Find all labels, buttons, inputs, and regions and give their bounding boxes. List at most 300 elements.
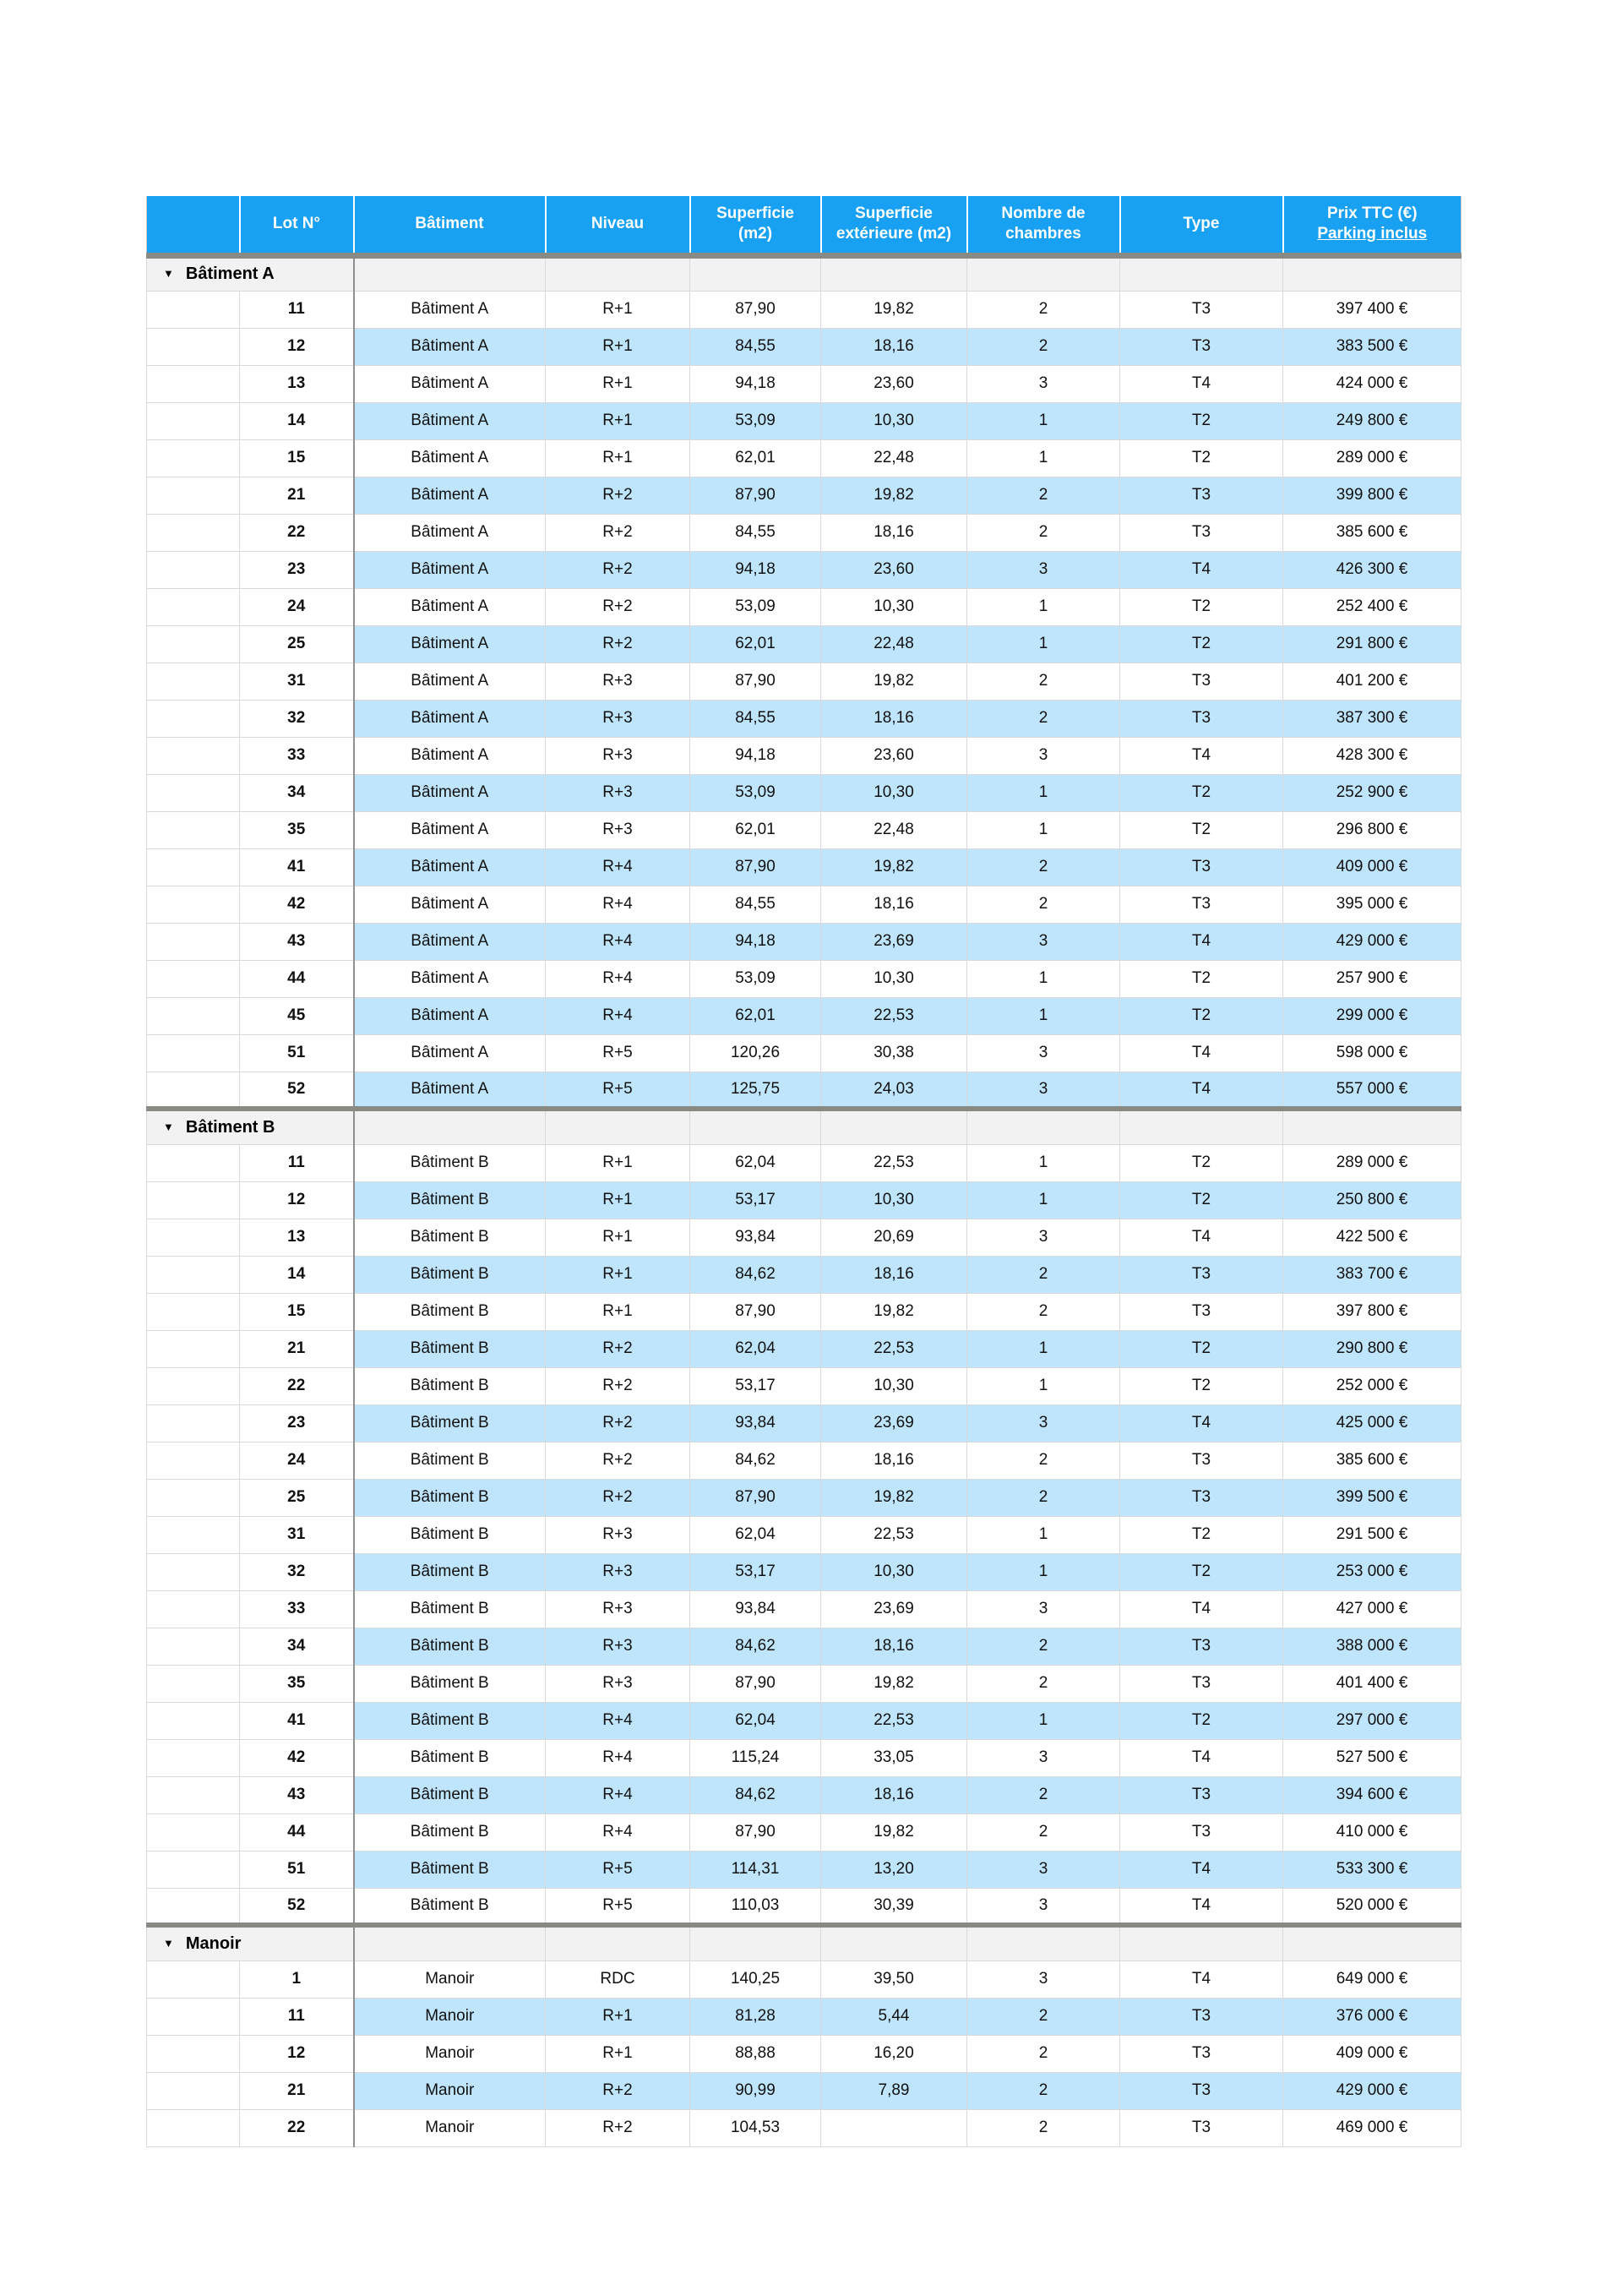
column-header-superficie-ext xyxy=(821,196,967,255)
cell-chambres: 2 xyxy=(967,886,1120,923)
cell-prix: 557 000 € xyxy=(1283,1072,1461,1109)
cell-superficie-ext: 20,69 xyxy=(821,1219,967,1256)
cell-lot: 21 xyxy=(240,477,354,514)
cell-batiment: Bâtiment A xyxy=(354,663,546,700)
cell-type: T4 xyxy=(1120,1219,1283,1256)
cell-type: T2 xyxy=(1120,1516,1283,1553)
cell-chambres: 2 xyxy=(967,2072,1120,2109)
cell-niveau: R+4 xyxy=(546,960,690,997)
cell-superficie-ext: 18,16 xyxy=(821,1776,967,1813)
cell-batiment: Bâtiment A xyxy=(354,1034,546,1072)
cell-type: T4 xyxy=(1120,1961,1283,1998)
column-header-line1: Superficie xyxy=(855,204,933,222)
cell-superficie: 87,90 xyxy=(690,477,821,514)
section-label: Bâtiment A xyxy=(185,265,275,283)
cell-batiment: Bâtiment A xyxy=(354,960,546,997)
cell-type: T2 xyxy=(1120,1367,1283,1404)
cell-rowhead xyxy=(147,1367,240,1404)
cell-chambres: 3 xyxy=(967,1851,1120,1888)
cell-batiment: Bâtiment A xyxy=(354,997,546,1034)
cell-superficie: 84,55 xyxy=(690,514,821,551)
cell-niveau: R+3 xyxy=(546,1628,690,1665)
cell-batiment: Bâtiment A xyxy=(354,588,546,625)
table-row xyxy=(147,551,1461,588)
cell-lot: 24 xyxy=(240,1442,354,1479)
cell-rowhead xyxy=(147,886,240,923)
cell-prix: 387 300 € xyxy=(1283,700,1461,737)
cell-lot: 34 xyxy=(240,1628,354,1665)
cell-niveau: R+5 xyxy=(546,1072,690,1109)
cell-rowhead xyxy=(147,1404,240,1442)
cell-lot: 44 xyxy=(240,1813,354,1851)
cell-superficie-ext: 39,50 xyxy=(821,1961,967,1998)
cell-rowhead xyxy=(147,291,240,328)
cell-superficie: 53,09 xyxy=(690,774,821,811)
table-row xyxy=(147,1330,1461,1367)
section-row xyxy=(147,255,1461,291)
cell-chambres: 2 xyxy=(967,328,1120,365)
cell-niveau: R+1 xyxy=(546,1998,690,2035)
cell-rowhead xyxy=(147,625,240,663)
table-row xyxy=(147,960,1461,997)
cell-batiment: Bâtiment A xyxy=(354,774,546,811)
cell-batiment: Bâtiment A xyxy=(354,700,546,737)
cell-lot: 33 xyxy=(240,1590,354,1628)
cell-batiment: Bâtiment A xyxy=(354,514,546,551)
cell-lot: 15 xyxy=(240,1293,354,1330)
table-row xyxy=(147,1367,1461,1404)
cell-lot: 32 xyxy=(240,1553,354,1590)
cell-chambres: 1 xyxy=(967,774,1120,811)
cell-superficie: 84,55 xyxy=(690,700,821,737)
cell-superficie: 53,17 xyxy=(690,1367,821,1404)
cell-chambres: 3 xyxy=(967,1739,1120,1776)
cell-type: T4 xyxy=(1120,737,1283,774)
table-row xyxy=(147,1293,1461,1330)
cell-lot: 22 xyxy=(240,2109,354,2146)
table-row xyxy=(147,663,1461,700)
cell-lot: 25 xyxy=(240,1479,354,1516)
cell-niveau: R+3 xyxy=(546,774,690,811)
table-row xyxy=(147,514,1461,551)
section-empty-cell xyxy=(1120,1109,1283,1144)
cell-chambres: 1 xyxy=(967,588,1120,625)
cell-niveau: R+2 xyxy=(546,588,690,625)
cell-chambres: 1 xyxy=(967,1702,1120,1739)
cell-type: T2 xyxy=(1120,439,1283,477)
table-row xyxy=(147,1256,1461,1293)
cell-batiment: Manoir xyxy=(354,2035,546,2072)
cell-chambres: 1 xyxy=(967,960,1120,997)
cell-rowhead xyxy=(147,737,240,774)
cell-rowhead xyxy=(147,1034,240,1072)
section-label: Bâtiment B xyxy=(185,1117,275,1137)
cell-chambres: 2 xyxy=(967,1998,1120,2035)
cell-lot: 43 xyxy=(240,1776,354,1813)
cell-batiment: Bâtiment B xyxy=(354,1144,546,1181)
table-row xyxy=(147,1776,1461,1813)
cell-superficie: 62,01 xyxy=(690,625,821,663)
cell-type: T3 xyxy=(1120,291,1283,328)
cell-lot: 23 xyxy=(240,551,354,588)
cell-superficie-ext: 10,30 xyxy=(821,588,967,625)
cell-lot: 11 xyxy=(240,291,354,328)
table-row xyxy=(147,402,1461,439)
cell-prix: 289 000 € xyxy=(1283,439,1461,477)
cell-prix: 383 700 € xyxy=(1283,1256,1461,1293)
cell-type: T4 xyxy=(1120,1404,1283,1442)
cell-niveau: R+4 xyxy=(546,997,690,1034)
cell-superficie-ext: 23,60 xyxy=(821,551,967,588)
cell-lot: 43 xyxy=(240,923,354,960)
cell-rowhead xyxy=(147,1553,240,1590)
cell-batiment: Bâtiment B xyxy=(354,1851,546,1888)
column-header-line1: Lot N° xyxy=(272,214,321,232)
cell-lot: 52 xyxy=(240,1072,354,1109)
table-row xyxy=(147,1665,1461,1702)
cell-superficie: 84,62 xyxy=(690,1442,821,1479)
cell-batiment: Bâtiment B xyxy=(354,1256,546,1293)
cell-type: T3 xyxy=(1120,1813,1283,1851)
cell-superficie: 62,04 xyxy=(690,1702,821,1739)
cell-superficie: 87,90 xyxy=(690,1813,821,1851)
cell-lot: 22 xyxy=(240,1367,354,1404)
cell-type: T3 xyxy=(1120,1665,1283,1702)
cell-prix: 291 800 € xyxy=(1283,625,1461,663)
cell-batiment: Bâtiment A xyxy=(354,365,546,402)
table-row xyxy=(147,923,1461,960)
cell-prix: 409 000 € xyxy=(1283,848,1461,886)
column-header-line1: Prix TTC (€) xyxy=(1326,204,1418,222)
cell-superficie-ext: 13,20 xyxy=(821,1851,967,1888)
table-row xyxy=(147,1072,1461,1109)
cell-niveau: R+3 xyxy=(546,1665,690,1702)
table-row xyxy=(147,2072,1461,2109)
table-row xyxy=(147,1404,1461,1442)
cell-batiment: Bâtiment B xyxy=(354,1181,546,1219)
cell-superficie-ext: 19,82 xyxy=(821,663,967,700)
cell-niveau: R+4 xyxy=(546,1813,690,1851)
table-row xyxy=(147,1888,1461,1925)
cell-superficie: 120,26 xyxy=(690,1034,821,1072)
cell-superficie-ext: 19,82 xyxy=(821,1665,967,1702)
cell-rowhead xyxy=(147,477,240,514)
table-row xyxy=(147,291,1461,328)
cell-type: T3 xyxy=(1120,1628,1283,1665)
cell-superficie-ext: 19,82 xyxy=(821,848,967,886)
cell-lot: 12 xyxy=(240,328,354,365)
cell-prix: 376 000 € xyxy=(1283,1998,1461,2035)
cell-superficie: 87,90 xyxy=(690,291,821,328)
table-row xyxy=(147,1702,1461,1739)
cell-superficie-ext: 24,03 xyxy=(821,1072,967,1109)
cell-rowhead xyxy=(147,1888,240,1925)
cell-niveau: R+1 xyxy=(546,402,690,439)
table-row xyxy=(147,886,1461,923)
cell-batiment: Bâtiment B xyxy=(354,1702,546,1739)
cell-lot: 44 xyxy=(240,960,354,997)
cell-prix: 394 600 € xyxy=(1283,1776,1461,1813)
cell-lot: 1 xyxy=(240,1961,354,1998)
cell-chambres: 2 xyxy=(967,848,1120,886)
table-row xyxy=(147,1628,1461,1665)
cell-chambres: 3 xyxy=(967,1034,1120,1072)
cell-rowhead xyxy=(147,1516,240,1553)
cell-batiment: Bâtiment B xyxy=(354,1404,546,1442)
cell-superficie: 88,88 xyxy=(690,2035,821,2072)
cell-type: T2 xyxy=(1120,1702,1283,1739)
cell-rowhead xyxy=(147,1813,240,1851)
cell-lot: 11 xyxy=(240,1998,354,2035)
cell-prix: 385 600 € xyxy=(1283,514,1461,551)
cell-batiment: Bâtiment B xyxy=(354,1813,546,1851)
cell-type: T3 xyxy=(1120,1442,1283,1479)
cell-type: T2 xyxy=(1120,811,1283,848)
cell-superficie-ext: 10,30 xyxy=(821,402,967,439)
cell-superficie-ext: 22,53 xyxy=(821,1144,967,1181)
cell-superficie: 62,04 xyxy=(690,1516,821,1553)
cell-prix: 649 000 € xyxy=(1283,1961,1461,1998)
cell-type: T3 xyxy=(1120,1256,1283,1293)
cell-prix: 385 600 € xyxy=(1283,1442,1461,1479)
section-header-cell xyxy=(147,1109,354,1144)
column-header-rowhead xyxy=(147,196,240,255)
table-row xyxy=(147,477,1461,514)
cell-rowhead xyxy=(147,551,240,588)
cell-superficie: 87,90 xyxy=(690,848,821,886)
cell-niveau: R+1 xyxy=(546,2035,690,2072)
table-row xyxy=(147,1442,1461,1479)
cell-superficie-ext: 18,16 xyxy=(821,328,967,365)
cell-superficie: 110,03 xyxy=(690,1888,821,1925)
cell-type: T4 xyxy=(1120,1590,1283,1628)
column-header-line1: Superficie xyxy=(716,204,794,222)
cell-superficie-ext: 22,48 xyxy=(821,439,967,477)
cell-superficie: 87,90 xyxy=(690,1665,821,1702)
cell-niveau: R+2 xyxy=(546,1330,690,1367)
cell-superficie-ext xyxy=(821,2109,967,2146)
cell-superficie: 93,84 xyxy=(690,1219,821,1256)
lots-table xyxy=(146,196,1461,2147)
cell-batiment: Bâtiment B xyxy=(354,1888,546,1925)
cell-rowhead xyxy=(147,2072,240,2109)
column-header-type xyxy=(1120,196,1283,255)
price-list-sheet xyxy=(146,196,1461,2147)
cell-chambres: 1 xyxy=(967,811,1120,848)
table-row xyxy=(147,439,1461,477)
cell-superficie: 62,01 xyxy=(690,811,821,848)
table-row xyxy=(147,1813,1461,1851)
cell-superficie-ext: 18,16 xyxy=(821,1628,967,1665)
cell-superficie-ext: 18,16 xyxy=(821,1442,967,1479)
cell-prix: 395 000 € xyxy=(1283,886,1461,923)
section-empty-cell xyxy=(546,255,690,291)
header-row xyxy=(147,196,1461,255)
collapse-triangle-icon[interactable]: ▼ xyxy=(163,267,174,280)
cell-rowhead xyxy=(147,1998,240,2035)
cell-prix: 299 000 € xyxy=(1283,997,1461,1034)
cell-niveau: R+1 xyxy=(546,1293,690,1330)
cell-superficie: 53,17 xyxy=(690,1553,821,1590)
cell-lot: 42 xyxy=(240,886,354,923)
cell-type: T4 xyxy=(1120,365,1283,402)
cell-superficie: 93,84 xyxy=(690,1590,821,1628)
cell-type: T2 xyxy=(1120,1330,1283,1367)
section-empty-cell xyxy=(690,255,821,291)
cell-prix: 527 500 € xyxy=(1283,1739,1461,1776)
cell-chambres: 2 xyxy=(967,1776,1120,1813)
cell-chambres: 2 xyxy=(967,477,1120,514)
section-empty-cell xyxy=(967,1925,1120,1961)
column-header-line1: Nombre de xyxy=(1001,204,1086,222)
cell-superficie: 62,04 xyxy=(690,1330,821,1367)
cell-type: T3 xyxy=(1120,1479,1283,1516)
cell-prix: 429 000 € xyxy=(1283,923,1461,960)
cell-superficie-ext: 10,30 xyxy=(821,774,967,811)
cell-superficie-ext: 18,16 xyxy=(821,514,967,551)
section-empty-cell xyxy=(1120,1925,1283,1961)
cell-prix: 428 300 € xyxy=(1283,737,1461,774)
cell-rowhead xyxy=(147,365,240,402)
cell-lot: 13 xyxy=(240,1219,354,1256)
table-row xyxy=(147,2109,1461,2146)
cell-batiment: Bâtiment A xyxy=(354,1072,546,1109)
cell-niveau: RDC xyxy=(546,1961,690,1998)
cell-type: T3 xyxy=(1120,700,1283,737)
cell-rowhead xyxy=(147,923,240,960)
cell-lot: 23 xyxy=(240,1404,354,1442)
cell-rowhead xyxy=(147,588,240,625)
cell-rowhead xyxy=(147,1665,240,1702)
cell-lot: 51 xyxy=(240,1034,354,1072)
cell-batiment: Bâtiment A xyxy=(354,291,546,328)
cell-type: T3 xyxy=(1120,328,1283,365)
cell-chambres: 2 xyxy=(967,1628,1120,1665)
cell-niveau: R+3 xyxy=(546,700,690,737)
cell-prix: 383 500 € xyxy=(1283,328,1461,365)
table-row xyxy=(147,2035,1461,2072)
cell-prix: 252 400 € xyxy=(1283,588,1461,625)
cell-prix: 250 800 € xyxy=(1283,1181,1461,1219)
cell-type: T2 xyxy=(1120,1553,1283,1590)
cell-superficie: 84,55 xyxy=(690,886,821,923)
cell-lot: 11 xyxy=(240,1144,354,1181)
cell-superficie-ext: 23,69 xyxy=(821,923,967,960)
cell-type: T3 xyxy=(1120,886,1283,923)
cell-lot: 35 xyxy=(240,811,354,848)
cell-superficie-ext: 18,16 xyxy=(821,886,967,923)
cell-rowhead xyxy=(147,1776,240,1813)
cell-niveau: R+1 xyxy=(546,1181,690,1219)
cell-superficie: 53,09 xyxy=(690,960,821,997)
cell-superficie: 140,25 xyxy=(690,1961,821,1998)
cell-superficie: 94,18 xyxy=(690,737,821,774)
cell-prix: 397 800 € xyxy=(1283,1293,1461,1330)
cell-chambres: 3 xyxy=(967,737,1120,774)
cell-prix: 520 000 € xyxy=(1283,1888,1461,1925)
cell-type: T3 xyxy=(1120,2035,1283,2072)
table-body xyxy=(147,255,1461,2146)
cell-lot: 24 xyxy=(240,588,354,625)
cell-superficie-ext: 22,48 xyxy=(821,811,967,848)
cell-rowhead xyxy=(147,848,240,886)
cell-superficie-ext: 33,05 xyxy=(821,1739,967,1776)
cell-chambres: 3 xyxy=(967,1961,1120,1998)
cell-batiment: Manoir xyxy=(354,2072,546,2109)
table-row xyxy=(147,1144,1461,1181)
cell-batiment: Bâtiment A xyxy=(354,737,546,774)
cell-prix: 252 900 € xyxy=(1283,774,1461,811)
cell-rowhead xyxy=(147,1851,240,1888)
cell-batiment: Bâtiment B xyxy=(354,1479,546,1516)
cell-type: T3 xyxy=(1120,514,1283,551)
cell-niveau: R+4 xyxy=(546,1776,690,1813)
section-row xyxy=(147,1925,1461,1961)
collapse-triangle-icon[interactable]: ▼ xyxy=(163,1936,174,1950)
cell-rowhead xyxy=(147,1739,240,1776)
cell-type: T4 xyxy=(1120,1072,1283,1109)
section-row xyxy=(147,1109,1461,1144)
cell-niveau: R+3 xyxy=(546,1516,690,1553)
cell-prix: 427 000 € xyxy=(1283,1590,1461,1628)
cell-superficie: 53,09 xyxy=(690,588,821,625)
cell-batiment: Bâtiment B xyxy=(354,1628,546,1665)
cell-prix: 409 000 € xyxy=(1283,2035,1461,2072)
cell-chambres: 1 xyxy=(967,1144,1120,1181)
cell-type: T3 xyxy=(1120,2109,1283,2146)
section-header-cell xyxy=(147,1925,354,1961)
cell-niveau: R+3 xyxy=(546,1590,690,1628)
cell-chambres: 2 xyxy=(967,1813,1120,1851)
cell-superficie: 84,62 xyxy=(690,1776,821,1813)
cell-lot: 31 xyxy=(240,1516,354,1553)
collapse-triangle-icon[interactable]: ▼ xyxy=(163,1120,174,1133)
cell-chambres: 1 xyxy=(967,625,1120,663)
table-row xyxy=(147,1479,1461,1516)
cell-prix: 397 400 € xyxy=(1283,291,1461,328)
cell-prix: 410 000 € xyxy=(1283,1813,1461,1851)
cell-chambres: 1 xyxy=(967,1553,1120,1590)
cell-superficie-ext: 18,16 xyxy=(821,700,967,737)
column-header-niveau xyxy=(546,196,690,255)
cell-prix: 429 000 € xyxy=(1283,2072,1461,2109)
cell-prix: 401 400 € xyxy=(1283,1665,1461,1702)
cell-type: T4 xyxy=(1120,1851,1283,1888)
cell-rowhead xyxy=(147,1219,240,1256)
cell-type: T2 xyxy=(1120,960,1283,997)
cell-rowhead xyxy=(147,774,240,811)
cell-batiment: Bâtiment B xyxy=(354,1219,546,1256)
cell-niveau: R+4 xyxy=(546,923,690,960)
table-row xyxy=(147,997,1461,1034)
cell-rowhead xyxy=(147,1961,240,1998)
cell-batiment: Bâtiment B xyxy=(354,1590,546,1628)
cell-prix: 469 000 € xyxy=(1283,2109,1461,2146)
column-header-line1: Niveau xyxy=(591,214,645,232)
cell-chambres: 3 xyxy=(967,1404,1120,1442)
column-header-line2: extérieure (m2) xyxy=(835,225,952,243)
cell-prix: 533 300 € xyxy=(1283,1851,1461,1888)
section-empty-cell xyxy=(821,1109,967,1144)
cell-chambres: 2 xyxy=(967,291,1120,328)
cell-niveau: R+2 xyxy=(546,477,690,514)
cell-superficie-ext: 19,82 xyxy=(821,1293,967,1330)
table-row xyxy=(147,1034,1461,1072)
cell-superficie-ext: 16,20 xyxy=(821,2035,967,2072)
cell-prix: 252 000 € xyxy=(1283,1367,1461,1404)
table-row xyxy=(147,774,1461,811)
table-row xyxy=(147,737,1461,774)
